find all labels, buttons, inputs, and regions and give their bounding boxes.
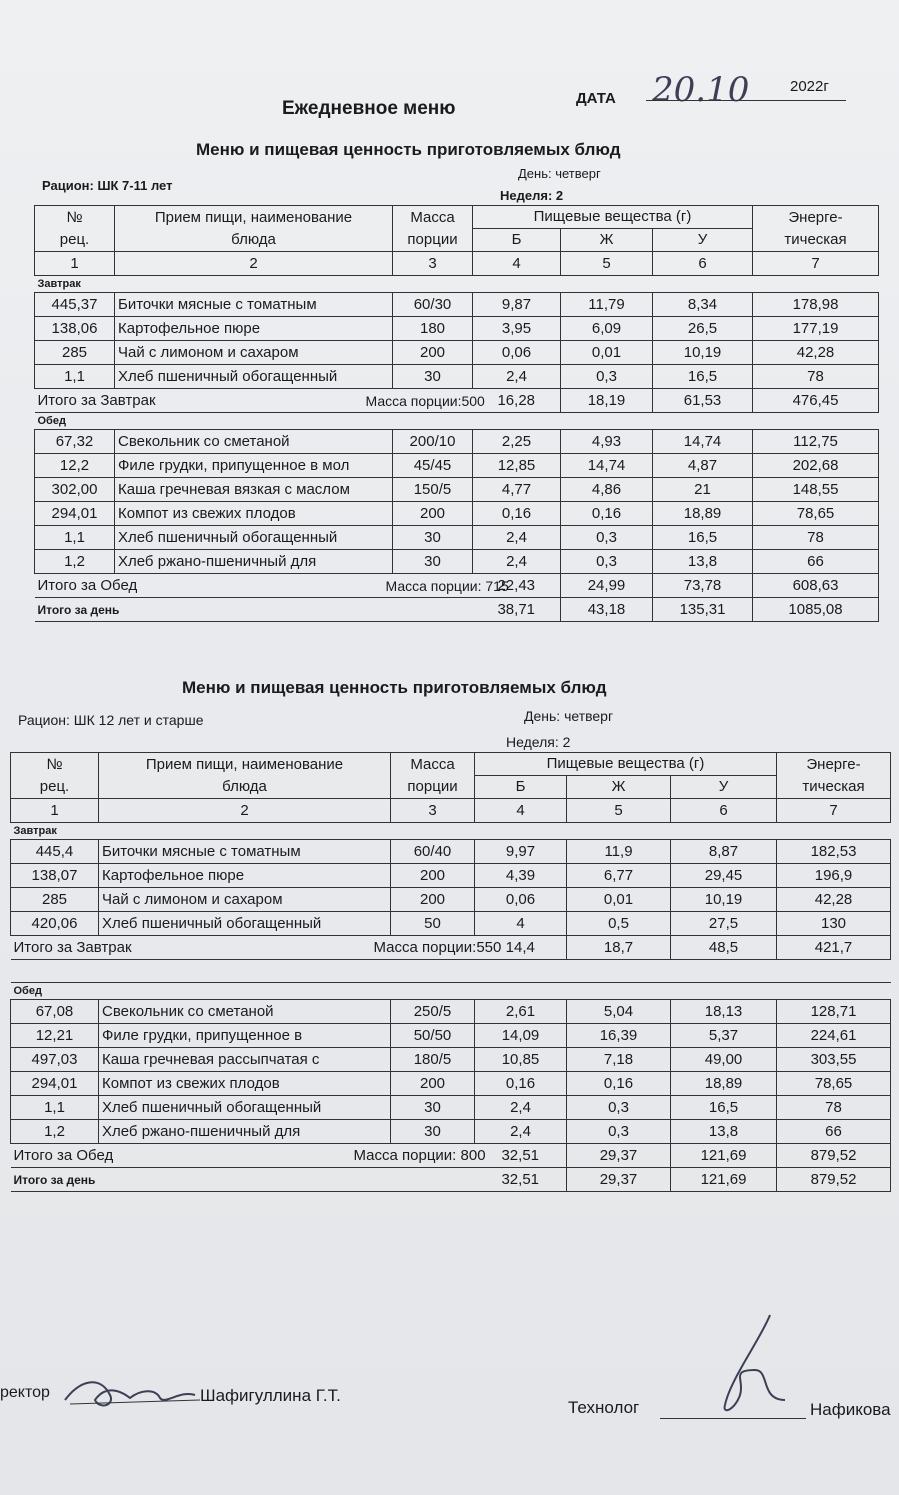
table-row [35, 293, 879, 317]
protein-value: 14,09 [475, 1024, 567, 1048]
recipe-number: 12,2 [35, 454, 115, 478]
dish-name: Хлеб ржано-пшеничный для [99, 1120, 391, 1144]
menu1-lunch-total: Итого за Обед Масса порции: 715 22,43 24,99 73,78 608,63 [35, 574, 879, 598]
col-name: Прием пищи, наименование блюда [99, 753, 391, 799]
recipe-number: 138,07 [11, 864, 99, 888]
menu1-lunch-rows [35, 430, 879, 574]
menu2-lunch-rows [11, 1000, 891, 1144]
portion-mass: 30 [393, 526, 473, 550]
portion-mass: 30 [391, 1120, 475, 1144]
carbs-value: 5,37 [671, 1024, 777, 1048]
table-row [35, 317, 879, 341]
date-handwritten: 20.10 [652, 70, 750, 110]
fat-value: 4,86 [561, 478, 653, 502]
energy-value: 42,28 [753, 341, 879, 365]
recipe-number: 285 [11, 888, 99, 912]
col-num: № рец. [35, 206, 115, 252]
protein-value: 2,25 [473, 430, 561, 454]
dish-name: Биточки мясные с томатным [99, 840, 391, 864]
portion-mass: 200 [391, 864, 475, 888]
dish-name: Хлеб пшеничный обогащенный [99, 912, 391, 936]
menu1-header-row [35, 206, 879, 252]
recipe-number: 445,37 [35, 293, 115, 317]
menu2-ration: Рацион: ШК 12 лет и старше [18, 712, 204, 728]
protein-value: 2,4 [473, 526, 561, 550]
dish-name: Хлеб пшеничный обогащенный [115, 365, 393, 389]
menu2-header-row [11, 753, 891, 799]
energy-value: 130 [777, 912, 891, 936]
fat-value: 11,79 [561, 293, 653, 317]
menu1-day: День: четверг [518, 166, 601, 181]
table-row [11, 864, 891, 888]
dish-name: Компот из свежих плодов [115, 502, 393, 526]
date-underline [646, 100, 846, 101]
energy-value: 148,55 [753, 478, 879, 502]
portion-mass: 180/5 [391, 1048, 475, 1072]
energy-value: 78 [777, 1096, 891, 1120]
menu1-lunch-section: Обед [35, 413, 879, 430]
protein-value: 4 [475, 912, 567, 936]
recipe-number: 294,01 [35, 502, 115, 526]
recipe-number: 67,32 [35, 430, 115, 454]
recipe-number: 445,4 [11, 840, 99, 864]
portion-mass: 250/5 [391, 1000, 475, 1024]
technologist-name: Нафикова [810, 1400, 891, 1419]
director-label: ректор [0, 1384, 50, 1401]
table-row [35, 478, 879, 502]
portion-mass: 30 [391, 1096, 475, 1120]
recipe-number: 497,03 [11, 1048, 99, 1072]
energy-value: 78 [753, 365, 879, 389]
menu1-title: Меню и пищевая ценность приготовляемых блюд [196, 140, 621, 159]
energy-value: 66 [777, 1120, 891, 1144]
dish-name: Каша гречневая вязкая с маслом [115, 478, 393, 502]
fat-value: 7,18 [567, 1048, 671, 1072]
table-row [11, 840, 891, 864]
menu1-breakfast-section: Завтрак [35, 276, 879, 293]
table-row [11, 1120, 891, 1144]
table-row [35, 454, 879, 478]
table-row [35, 502, 879, 526]
portion-mass: 200/10 [393, 430, 473, 454]
fat-value: 0,3 [561, 526, 653, 550]
dish-name: Хлеб пшеничный обогащенный [115, 526, 393, 550]
protein-value: 0,06 [473, 341, 561, 365]
menu2-week: Неделя: 2 [506, 734, 571, 750]
fat-value: 4,93 [561, 430, 653, 454]
recipe-number: 138,06 [35, 317, 115, 341]
col-energy: Энерге- тическая [753, 206, 879, 252]
dish-name: Чай с лимоном и сахаром [99, 888, 391, 912]
portion-mass: 30 [393, 550, 473, 574]
menu2-gap [11, 960, 891, 983]
portion-mass: 200 [393, 502, 473, 526]
protein-value: 2,4 [475, 1096, 567, 1120]
energy-value: 182,53 [777, 840, 891, 864]
fat-value: 0,3 [567, 1120, 671, 1144]
energy-value: 42,28 [777, 888, 891, 912]
recipe-number: 12,21 [11, 1024, 99, 1048]
protein-value: 9,97 [475, 840, 567, 864]
energy-value: 196,9 [777, 864, 891, 888]
portion-mass: 30 [393, 365, 473, 389]
fat-value: 14,74 [561, 454, 653, 478]
menu1-breakfast-rows [35, 293, 879, 389]
menu1-breakfast-total: Итого за Завтрак Масса порции:500 16,28 18,19 61,53 476,45 [35, 389, 879, 413]
portion-mass: 45/45 [393, 454, 473, 478]
table-row [11, 912, 891, 936]
table-row [35, 526, 879, 550]
menu2-lunch-section: Обед [11, 983, 891, 1000]
dish-name: Картофельное пюре [99, 864, 391, 888]
col-nutrients: Пищевые вещества (г) Б Ж У [475, 753, 777, 799]
portion-mass: 50 [391, 912, 475, 936]
dish-name: Свекольник со сметаной [99, 1000, 391, 1024]
menu2-breakfast-section: Завтрак [11, 823, 891, 840]
protein-value: 4,39 [475, 864, 567, 888]
recipe-number: 1,2 [35, 550, 115, 574]
document-title: Ежедневное меню [282, 98, 456, 119]
energy-value: 78 [753, 526, 879, 550]
portion-mass: 200 [393, 341, 473, 365]
recipe-number: 67,08 [11, 1000, 99, 1024]
portion-mass: 200 [391, 888, 475, 912]
col-energy: Энерге- тическая [777, 753, 891, 799]
carbs-value: 13,8 [653, 550, 753, 574]
energy-value: 78,65 [753, 502, 879, 526]
dish-name: Картофельное пюре [115, 317, 393, 341]
protein-value: 2,4 [473, 550, 561, 574]
menu2-index-row: 1 2 3 4 5 6 7 [11, 799, 891, 823]
dish-name: Филе грудки, припущенное в [99, 1024, 391, 1048]
protein-value: 2,61 [475, 1000, 567, 1024]
carbs-value: 8,34 [653, 293, 753, 317]
technologist-signature [700, 1310, 790, 1420]
fat-value: 0,3 [567, 1096, 671, 1120]
dish-name: Хлеб пшеничный обогащенный [99, 1096, 391, 1120]
recipe-number: 294,01 [11, 1072, 99, 1096]
menu1-index-row: 1 2 3 4 5 6 7 [35, 252, 879, 276]
director-signature [60, 1360, 210, 1420]
menu2-lunch-total: Итого за Обед Масса порции: 800 32,51 29,37 121,69 879,52 [11, 1144, 891, 1168]
table-row [11, 888, 891, 912]
carbs-value: 18,89 [671, 1072, 777, 1096]
col-name: Прием пищи, наименование блюда [115, 206, 393, 252]
carbs-value: 10,19 [671, 888, 777, 912]
table-row [35, 365, 879, 389]
recipe-number: 1,1 [35, 365, 115, 389]
portion-mass: 60/30 [393, 293, 473, 317]
table-row [35, 430, 879, 454]
protein-value: 4,77 [473, 478, 561, 502]
recipe-number: 1,1 [11, 1096, 99, 1120]
energy-value: 178,98 [753, 293, 879, 317]
menu1-table [34, 205, 879, 622]
menu2-title: Меню и пищевая ценность приготовляемых блюд [182, 678, 607, 697]
fat-value: 0,01 [561, 341, 653, 365]
recipe-number: 420,06 [11, 912, 99, 936]
energy-value: 66 [753, 550, 879, 574]
dish-name: Компот из свежих плодов [99, 1072, 391, 1096]
protein-value: 9,87 [473, 293, 561, 317]
menu2-day-total: Итого за день 32,51 29,37 121,69 879,52 [11, 1168, 891, 1192]
carbs-value: 16,5 [671, 1096, 777, 1120]
fat-value: 6,77 [567, 864, 671, 888]
dish-name: Свекольник со сметаной [115, 430, 393, 454]
protein-value: 0,16 [475, 1072, 567, 1096]
recipe-number: 1,1 [35, 526, 115, 550]
menu2-breakfast-total: Итого за Завтрак Масса порции:550 14,4 18,7 48,5 421,7 [11, 936, 891, 960]
dish-name: Филе грудки, припущенное в мол [115, 454, 393, 478]
technologist-label: Технолог [568, 1398, 640, 1417]
portion-mass: 200 [391, 1072, 475, 1096]
recipe-number: 285 [35, 341, 115, 365]
carbs-value: 26,5 [653, 317, 753, 341]
protein-value: 10,85 [475, 1048, 567, 1072]
energy-value: 224,61 [777, 1024, 891, 1048]
portion-mass: 50/50 [391, 1024, 475, 1048]
dish-name: Каша гречневая рассыпчатая с [99, 1048, 391, 1072]
protein-value: 12,85 [473, 454, 561, 478]
col-num: № рец. [11, 753, 99, 799]
protein-value: 0,16 [473, 502, 561, 526]
carbs-value: 29,45 [671, 864, 777, 888]
energy-value: 202,68 [753, 454, 879, 478]
menu1-day-total: Итого за день 38,71 43,18 135,31 1085,08 [35, 598, 879, 622]
carbs-value: 21 [653, 478, 753, 502]
director-name: Шафигуллина Г.Т. [200, 1386, 341, 1405]
carbs-value: 10,19 [653, 341, 753, 365]
fat-value: 0,3 [561, 550, 653, 574]
dish-name: Хлеб ржано-пшеничный для [115, 550, 393, 574]
menu2-breakfast-rows [11, 840, 891, 936]
table-row [11, 1024, 891, 1048]
portion-mass: 180 [393, 317, 473, 341]
protein-value: 2,4 [473, 365, 561, 389]
recipe-number: 302,00 [35, 478, 115, 502]
carbs-value: 4,87 [653, 454, 753, 478]
energy-value: 177,19 [753, 317, 879, 341]
carbs-value: 18,13 [671, 1000, 777, 1024]
carbs-value: 16,5 [653, 365, 753, 389]
fat-value: 0,3 [561, 365, 653, 389]
table-row [11, 1048, 891, 1072]
menu2-day: День: четверг [524, 708, 614, 724]
date-year: 2022г [790, 78, 829, 95]
portion-mass: 60/40 [391, 840, 475, 864]
carbs-value: 8,87 [671, 840, 777, 864]
table-row [11, 1096, 891, 1120]
menu2-table [10, 752, 891, 1192]
fat-value: 6,09 [561, 317, 653, 341]
energy-value: 112,75 [753, 430, 879, 454]
table-row [11, 1072, 891, 1096]
carbs-value: 14,74 [653, 430, 753, 454]
recipe-number: 1,2 [11, 1120, 99, 1144]
col-mass: Масса порции [391, 753, 475, 799]
carbs-value: 27,5 [671, 912, 777, 936]
table-row [35, 341, 879, 365]
carbs-value: 49,00 [671, 1048, 777, 1072]
carbs-value: 18,89 [653, 502, 753, 526]
dish-name: Чай с лимоном и сахаром [115, 341, 393, 365]
carbs-value: 16,5 [653, 526, 753, 550]
col-mass: Масса порции [393, 206, 473, 252]
fat-value: 16,39 [567, 1024, 671, 1048]
fat-value: 11,9 [567, 840, 671, 864]
fat-value: 0,01 [567, 888, 671, 912]
fat-value: 0,16 [561, 502, 653, 526]
fat-value: 0,16 [567, 1072, 671, 1096]
dish-name: Биточки мясные с томатным [115, 293, 393, 317]
protein-value: 3,95 [473, 317, 561, 341]
carbs-value: 13,8 [671, 1120, 777, 1144]
menu1-ration: Рацион: ШК 7-11 лет [42, 178, 173, 193]
energy-value: 303,55 [777, 1048, 891, 1072]
portion-mass: 150/5 [393, 478, 473, 502]
table-row [35, 550, 879, 574]
table-row [11, 1000, 891, 1024]
fat-value: 5,04 [567, 1000, 671, 1024]
energy-value: 78,65 [777, 1072, 891, 1096]
menu1-week: Неделя: 2 [500, 188, 564, 203]
protein-value: 0,06 [475, 888, 567, 912]
energy-value: 128,71 [777, 1000, 891, 1024]
date-label: ДАТА [576, 90, 616, 107]
col-nutrients: Пищевые вещества (г) Б Ж У [473, 206, 753, 252]
protein-value: 2,4 [475, 1120, 567, 1144]
fat-value: 0,5 [567, 912, 671, 936]
